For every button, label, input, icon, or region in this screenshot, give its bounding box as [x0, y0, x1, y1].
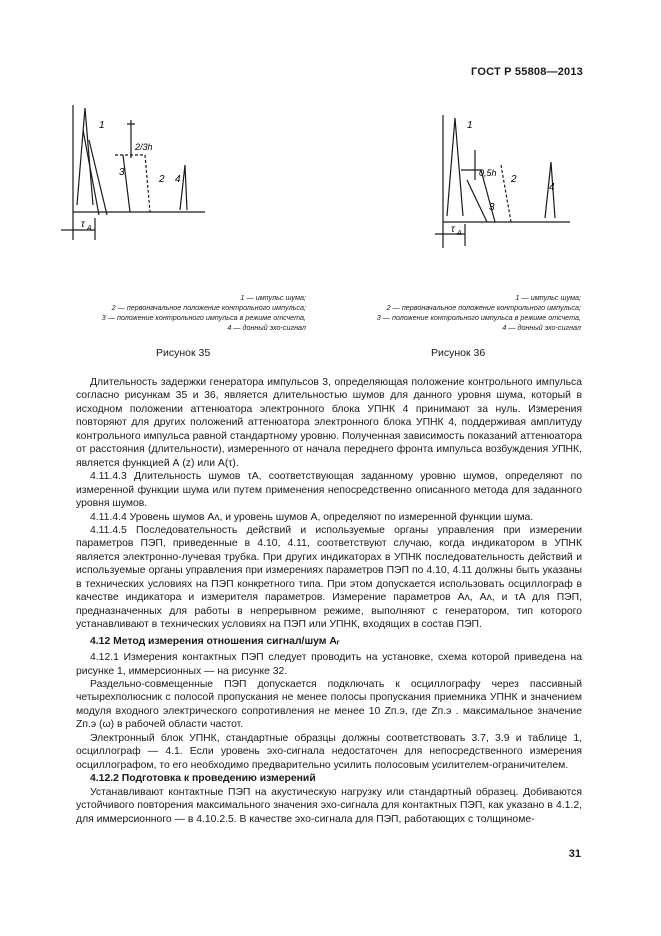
- fig36-label-3: 3: [489, 202, 495, 213]
- legend-item: 2 — первоначальное положение контрольного импульса;: [386, 303, 581, 312]
- fig35-label-tau-sub: A: [87, 225, 92, 232]
- legend-item: 4 — донный эхо-сигнал: [502, 323, 581, 332]
- legend-item: 4 — донный эхо-сигнал: [227, 323, 306, 332]
- legend-item: 1 — импульс шума;: [515, 293, 581, 302]
- fig36-label-4: 4: [549, 182, 555, 193]
- legend-item: 3 — положение контрольного импульса в режиме отсчета,: [101, 313, 306, 322]
- legend-item: 2 — первоначальное положение контрольного импульса;: [111, 303, 306, 312]
- legend-item: 1 — импульс шума;: [240, 293, 306, 302]
- fig36-label-dim: 0,5h: [479, 168, 497, 178]
- paragraph: Раздельно-совмещенные ПЭП допускается подключать к осциллографу через пассивный четырехполюсник с полосой пропускания не менее полосы пропускания приемника УПНК и значением модуля входного электрического сопротивления не менее 10 Zп.э, где Zп.э . максимальное значение Zп.э (ω) в рабочей области частот.: [76, 678, 582, 731]
- paragraph: 4.12.1 Измерения контактных ПЭП следует проводить на установке, схема которой приведена на рисунке 1, иммерсионных — на рисунке 32.: [76, 652, 582, 677]
- paragraph: Электронный блок УПНК, стандартные образцы должны соответствовать 3.7, 3.9 и таблице 1, осциллограф — 4.1. Если уровень эхо-сигнала недостаточен для непосредственного измерения осциллографом, то его необходимо предварительно усилить полосовым усилителем-ограничителем.: [76, 732, 582, 771]
- figure-35-caption: Рисунок 35: [156, 347, 211, 359]
- fig36-label-2: 2: [511, 174, 517, 185]
- fig35-label-dim: 2/3h: [135, 142, 153, 152]
- figure-35-legend: [56, 293, 306, 333]
- figure-36-caption: Рисунок 36: [431, 347, 486, 359]
- figure-36-legend: [330, 293, 581, 333]
- subsection-heading: 4.12.2 Подготовка к проведению измерений: [90, 773, 316, 785]
- fig35-label-1: 1: [99, 120, 105, 131]
- document-header: ГОСТ Р 55808—2013: [471, 66, 583, 78]
- body-text: [76, 376, 582, 826]
- legend-item: 3 — положение контрольного импульса в режиме отсчета,: [376, 313, 581, 322]
- fig36-label-1: 1: [467, 120, 473, 131]
- paragraph: Длительность задержки генератора импульсов 3, определяющая положение контрольного импульса согласно рисункам 35 и 36, является длительностью шумов для данного уровня шума, который в исходном положении аттенюатора электронного блока УПНК 4 принимают за нуль. Измерения повторяют для других положений аттенюатора электронного блока УПНК 4, поддерживая амплитуду контрольного импульса равной стандартному уровню. Полученная зависимость показаний аттенюатора от расстояния (длительности), измеренного от начала переднего фронта импульса возбуждения УПНК, является функцией А (z) или А(τ).: [76, 377, 582, 469]
- paragraph: 4.11.4.5 Последовательность действий и используемые органы управления при измерении параметров ПЭП, приведенные в 4.10, 4.11, соответствуют случаю, когда индикатором в УПНК является электронно-лучевая трубка. При других индикаторах в УПНК последовательность действий и используемые органы управления при измерениях параметров ПЭП по 4.10, 4.11 должны быть указаны в технических условиях на ПЭП конкретного типа. При этом допускается использовать осциллограф в качестве индикатора и измерителя параметров. Измерение параметров Aᴧ, Aᴧ, и τA для ПЭП, предназначенных для работы в непрерывном режиме, выполняют с генератором, тип которого устанавливают в технических условиях на ПЭП или УПНК, входящих в состав ПЭП.: [76, 524, 582, 631]
- paragraph: 4.11.4.4 Уровень шумов Aᴧ, и уровень шумов A, определяют по измеренной функции шума.: [90, 511, 534, 523]
- fig36-label-tau-sub: A: [457, 230, 462, 237]
- section-heading: 4.12 Метод измерения отношения сигнал/шум Aᵣ: [90, 635, 340, 647]
- paragraph: Устанавливают контактные ПЭП на акустическую нагрузку или стандартный образец. Добиваются устойчивого повторения максимального значения эхо-сигнала для контактных ПЭП, как указано в 4.1.2, для иммерсионного — в 4.10.2.5. В качестве эхо-сигнала для ПЭП, работающих с толщиноме-: [76, 786, 582, 825]
- fig35-label-2: 2: [159, 174, 165, 185]
- fig35-label-tau: τ: [81, 219, 85, 230]
- paragraph: 4.11.4.3 Длительность шумов τA, соответствующая заданному уровню шумов, определяют по измеренной функции шума или путем применения непосредственно описанного метода для заданного уровня шумов.: [76, 471, 582, 510]
- page-number: 31: [568, 848, 581, 860]
- fig35-label-4: 4: [175, 174, 181, 185]
- fig35-label-3: 3: [119, 167, 125, 178]
- fig36-label-tau: τ: [451, 224, 455, 235]
- figure-35-diagram: [55, 100, 225, 260]
- figure-36-diagram: [425, 110, 575, 260]
